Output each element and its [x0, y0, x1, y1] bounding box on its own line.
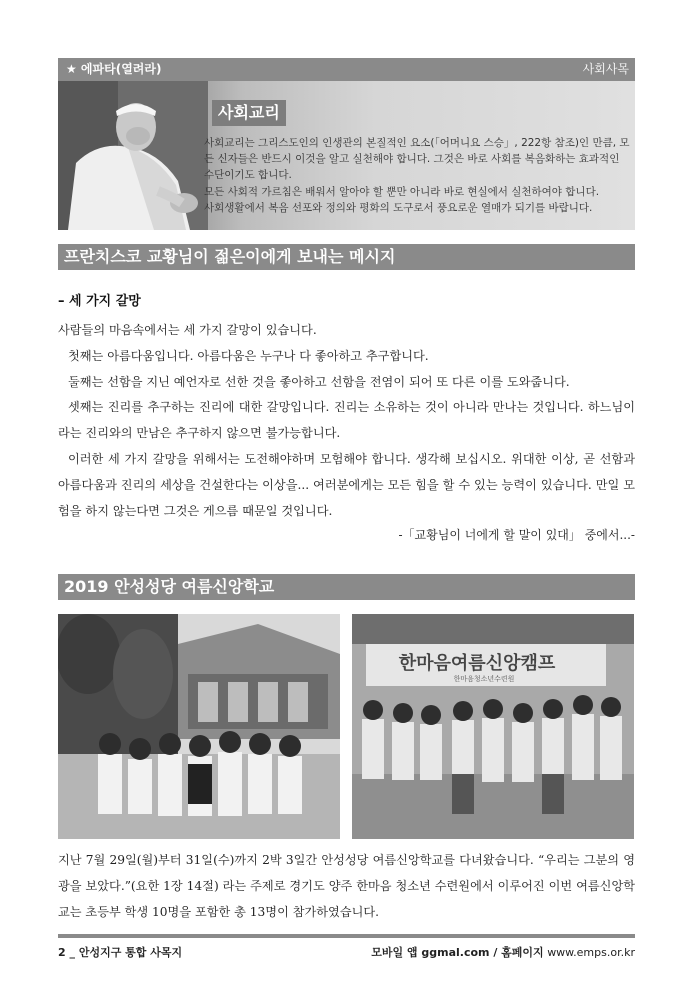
group-photo-indoor — [352, 614, 634, 839]
footer-homepage-url[interactable]: www.emps.or.kr — [547, 946, 635, 959]
article2-paragraph: 지난 7월 29일(월)부터 31일(수)까지 2박 3일간 안성성당 여름신앙학교를 다녀왔습니다. “우리는 그분의 영광을 보았다.”(요한 1장 14절) 라는 주제로 경기도 양주 한마음 청소년 수련원에서 이루어진 이번 여름신앙학교는 초등부 학생 10명을 포함한 총 13명이 참가하였습니다. — [58, 853, 635, 919]
social-teaching-box — [58, 81, 635, 230]
footer-contact — [371, 944, 635, 960]
article2-body — [58, 847, 635, 925]
article1-paragraph-5: 이러한 세 가지 갈망을 위해서는 도전해야하며 모험해야 합니다. 생각해 보십시오. 위대한 이상, 곧 선함과 아름다움과 진리의 세상을 건설한다는 이상을... 여러분에게는 모든 힘을 할 수 있는 능력이 있습니다. 만일 모험을 하지 않는다면 그것은 게으름 때문일 것입니다. — [58, 451, 635, 518]
hero-paragraph-3: 사회생활에서 복음 선포와 정의와 평화의 도구로서 풍요로운 열매가 되기를 바랍니다. — [204, 201, 593, 214]
article2-heading-bar — [58, 574, 635, 600]
camp-banner-subtext: 한마음청소년수련원 — [453, 675, 515, 683]
hero-paragraph-2: 모든 사회적 가르침은 배워서 알아야 할 뿐만 아니라 바로 현실에서 실천하여야 합니다. — [204, 185, 600, 198]
article1-subheading: – 세 가지 갈망 — [58, 294, 141, 309]
footer-app-homepage-label: 모바일 앱 ggmal.com / 홈페이지 — [371, 946, 544, 959]
footer-page-label: 2 _ 안성지구 통합 사목지 — [58, 946, 183, 959]
hero-paragraph-1: 사회교리는 그리스도인의 인생관의 본질적인 요소(「어머니요 스승」, 222항 참조)인 만큼, 모든 신자들은 반드시 이것을 알고 실천해야 합니다. 그것은 바로 사회를 복음화하는 효과적인 수단이기도 합니다. — [204, 137, 630, 182]
article2-heading: 2019 안성성당 여름신앙학교 — [64, 577, 275, 596]
pope-praying-image — [58, 81, 208, 230]
column-title: ★ 에파타(열려라) — [66, 62, 162, 76]
hero-title: 사회교리 — [212, 100, 286, 126]
hero-text — [204, 135, 632, 216]
article1-paragraph-4: 셋째는 진리를 추구하는 진리에 대한 갈망입니다. 진리는 소유하는 것이 아니라 만나는 것입니다. 하느님이라는 진리와의 만남은 추구하지 않으면 불가능합니다. — [58, 400, 635, 441]
column-header-bar — [58, 58, 635, 81]
group-photo-outdoor — [58, 614, 340, 839]
article1-paragraph-3: 둘째는 선함을 지닌 예언자로 선한 것을 좋아하고 선함을 전염이 되어 또 다른 이를 도와줍니다. — [68, 374, 570, 389]
article1-heading: 프란치스코 교황님이 젊은이에게 보내는 메시지 — [64, 247, 396, 266]
camp-banner-text: 한마음여름신앙캠프 — [398, 653, 556, 674]
article1-heading-bar — [58, 244, 635, 270]
article1-body — [58, 318, 635, 524]
article1-source: -「교황님이 너에게 할 말이 있대」 중에서...- — [398, 528, 635, 542]
footer-rule — [58, 934, 635, 938]
section-name: 사회사목 — [582, 62, 629, 76]
article1-paragraph-2: 첫째는 아름다움입니다. 아름다움은 누구나 다 좋아하고 추구합니다. — [68, 348, 429, 363]
article1-paragraph-1: 사람들의 마음속에서는 세 가지 갈망이 있습니다. — [58, 323, 317, 337]
